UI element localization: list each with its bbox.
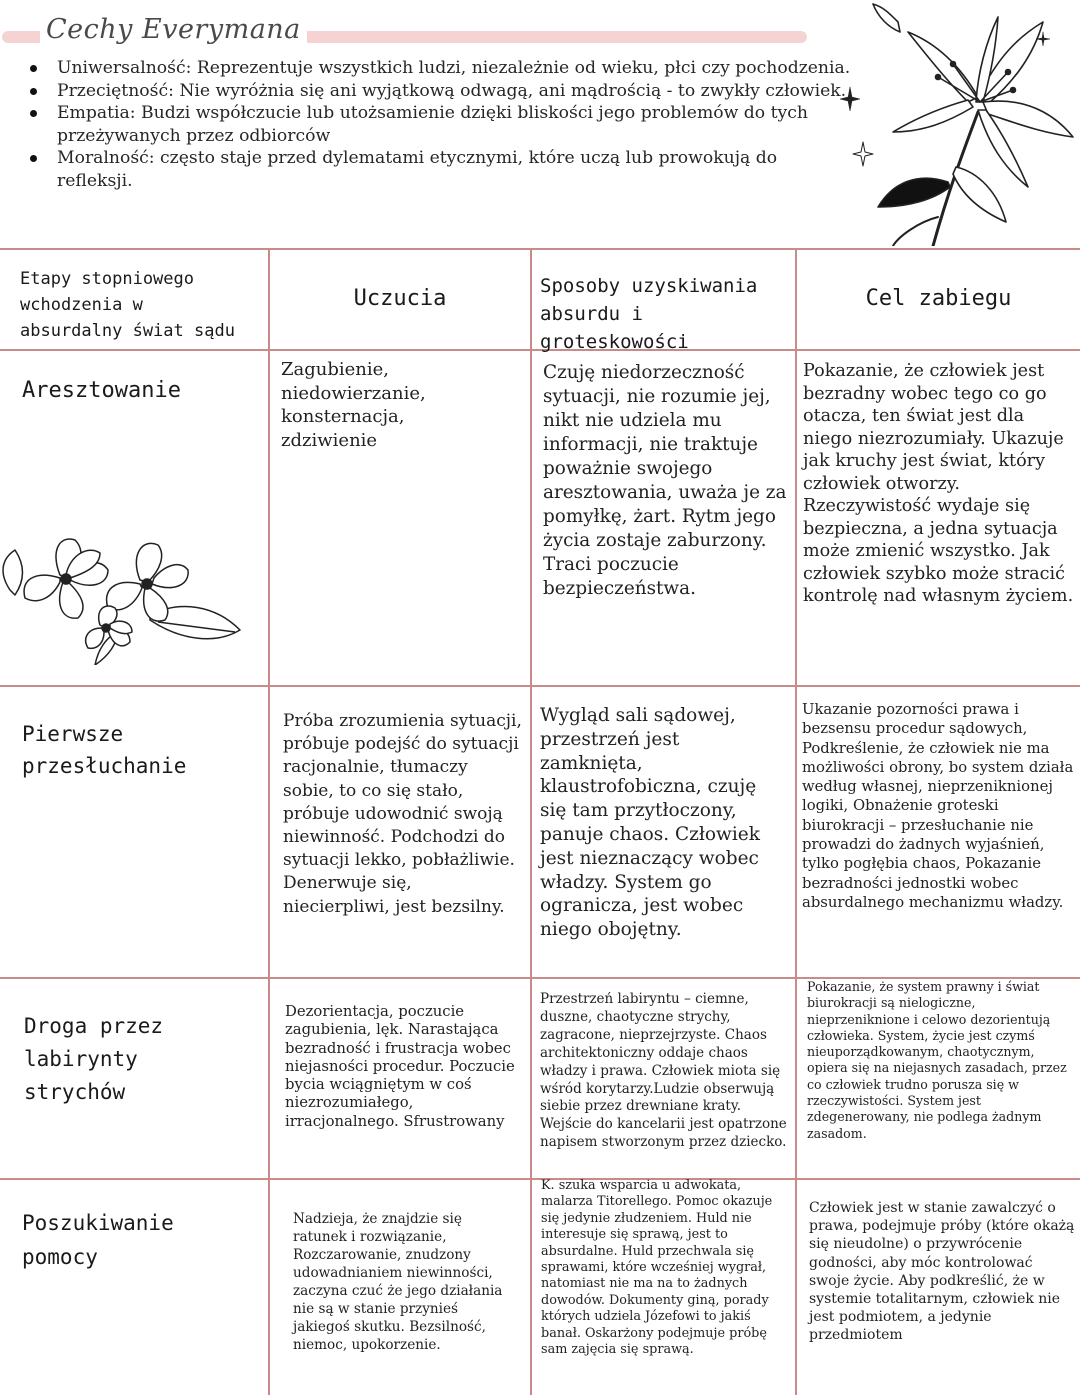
stages-table <box>0 248 1080 1395</box>
feelings-cell: Nadzieja, że znajdzie się ratunek i rozwiązanie, Rozczarowanie, znudzony udowadnianiem niewinności, zaczyna czuć że jego działania nie są w stanie przynieś jakiegoś skutku. Bezsilność, niemoc, upokorzenie. <box>293 1211 503 1353</box>
lily-illustration <box>838 2 1078 246</box>
page-header <box>0 0 1080 248</box>
feelings-cell: Próba zrozumienia sytuacji, próbuje podejść do sytuacji racjonalnie, tłumaczy sobie, to co się stało, próbuje udowodnić swoją niewinność. Podchodzi do sytuacji lekko, pobłażliwie. Denerwuje się, niecierpliwi, jest bezsilny. <box>283 711 522 917</box>
column-header-methods: Sposoby uzyskiwania absurdu i groteskowości <box>540 275 758 353</box>
row-divider <box>0 1178 1080 1180</box>
methods-cell: K. szuka wsparcia u adwokata, malarza Titorellego. Pomoc okazuje się jedynie złudzeniem. Huld nie interesuje się sprawą, jest to absurdalne. Huld przechwala się sprawami, które wcześniej wygrał, natomiast nie ma na to żadnych dowodów. Dokumenty giną, porady których udziela Józefowi to jakiś banał. Oskarżony podejmuje próbę sam zajęcia się sprawą. <box>541 1178 773 1358</box>
page-title: Cechy Everymana <box>40 14 307 45</box>
stage-label: Droga przez labirynty strychów <box>24 1014 164 1104</box>
goal-cell: Pokazanie, że człowiek jest bezradny wobec tego co go otacza, ten świat jest dla niego niezrozumiały. Ukazuje jak kruchy jest świat, który człowiek otworzy. Rzeczywistość wydaje się bezpieczna, a jedna sytuacja może zmienić wszystko. Jak człowiek szybko może stracić kontrolę nad własnym życiem. <box>803 361 1074 606</box>
column-divider <box>795 248 797 1395</box>
column-divider <box>268 248 270 1395</box>
methods-cell: Wygląd sali sądowej, przestrzeń jest zamknięta, klaustrofobiczna, czuję się tam przytłoczony, panuje chaos. Człowiek jest nieznaczący wobec władzy. System go ogranicza, jest wobec niego obojętny. <box>540 705 760 941</box>
column-header-stage: Etapy stopniowego wchodzenia w absurdalny świat sądu <box>20 269 235 341</box>
goal-cell: Pokazanie, że system prawny i świat biurokracji są nielogiczne, nieprzeniknione i celowo dezorientują człowieka. System, życie jest czymś nieuporządkowanym, chaotycznym, opiera się na niejasnych zasadach, przez co człowiek trudno porusza się w rzeczywistości. System jest zdegenerowany, nie podlega żadnym zasadom. <box>807 979 1067 1141</box>
trait-item: Przeciętność: Nie wyróżnia się ani wyjątkową odwagą, ani mądrością - to zwykły człowiek. <box>26 80 856 102</box>
trait-item: Empatia: Budzi współczucie lub utożsamienie dzięki bliskości jego problemów do tych przeżywanych przez odbiorców <box>26 102 856 146</box>
row-divider <box>0 685 1080 687</box>
stage-label: Aresztowanie <box>22 378 181 403</box>
feelings-cell: Zagubienie, niedowierzanie, konsternacja, zdziwienie <box>281 359 426 451</box>
trait-list <box>26 57 856 192</box>
column-header-feelings: Uczucia <box>353 286 447 311</box>
stage-label: Poszukiwanie pomocy <box>22 1211 174 1269</box>
trait-item: Moralność: często staje przed dylematami etycznymi, które uczą lub prowokują do refleksji. <box>26 147 856 191</box>
goal-cell: Człowiek jest w stanie zawalczyć o prawa, podejmuje próby (które okażą się nieudolne) o przywrócenie godności, aby móc kontrolować swoje życie. Aby podkreślić, że w systemie totalitarnym, człowiek nie jest podmiotem, a jedynie przedmiotem <box>809 1200 1075 1344</box>
column-header-goal: Cel zabiegu <box>865 286 1012 311</box>
methods-cell: Przestrzeń labiryntu – ciemne, duszne, chaotyczne strychy, zagracone, nieprzejrzyste. Chaos architektoniczny oddaje chaos władzy i prawa. Człowiek miota się wśród korytarzy.Ludzie obserwują siebie przez drewniane kraty. Wejście do kancelarii jest opatrzone napisem stworzonym przez dziecko. <box>540 991 787 1151</box>
column-divider <box>530 248 532 1395</box>
goal-cell: Ukazanie pozorności prawa i bezsensu procedur sądowych, Podkreślenie, że człowiek nie ma możliwości obrony, bo system działa według własnej, nieprzeniknionej logiki, Obnażenie groteski biurokracji – przesłuchanie nie prowadzi do żadnych wyjaśnień, tylko pogłębia chaos, Pokazanie bezradności jednostki wobec absurdalnego mechanizmu władzy. <box>802 701 1074 911</box>
stage-label: Pierwsze przesłuchanie <box>22 722 187 778</box>
blossom-illustration <box>0 520 250 665</box>
trait-item: Uniwersalność: Reprezentuje wszystkich ludzi, niezależnie od wieku, płci czy pochodzenia. <box>26 57 856 79</box>
feelings-cell: Dezorientacja, poczucie zagubienia, lęk. Narastająca bezradność i frustracja wobec niejasności procedur. Poczucie bycia wciągniętym w coś niezrozumiałego, irracjonalnego. Sfrustrowany <box>285 1003 515 1130</box>
methods-cell: Czuję niedorzeczność sytuacji, nie rozumie jej, nikt nie udziela mu informacji, nie traktuje poważnie swojego aresztowania, uważa je za pomyłkę, żart. Rytm jego życia zostaje zaburzony. Traci poczucie bezpieczeństwa. <box>543 362 787 599</box>
